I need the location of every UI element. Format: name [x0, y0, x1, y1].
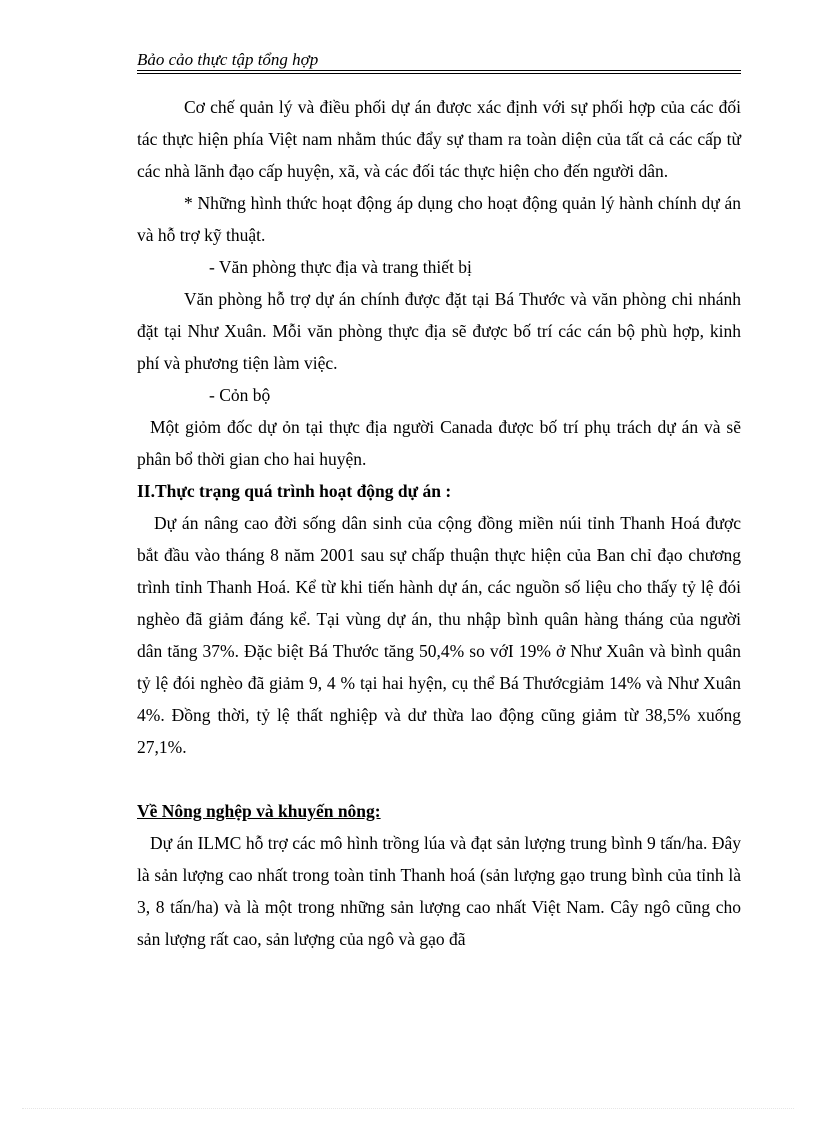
list-item-staff: - Cỏn bộ [209, 385, 271, 405]
header-title: Bảo cảo thực tập tổng hợp [137, 50, 319, 69]
section-heading-status: II.Thực trạng quá trình hoạt động dự án : [137, 481, 452, 501]
paragraph-project-status: Dự án nâng cao đời sống dân sinh của cộng đồng miền núi tỉnh Thanh Hoá được bắt đầu vào tháng 8 năm 2001 sau sự chấp thuận thực hiện của Ban chỉ đạo chương trình tỉnh Thanh Hoá. Kể từ khi tiến hành dự án, các nguồn số liệu cho thấy tỷ lệ đói nghèo đã giảm đáng kể. Tại vùng dự án, thu nhập bình quân hàng tháng của người dân tăng 37%. Đặc biệt Bá Thước tăng 50,4% so vớI 19% ở Như Xuân và bình quân tỷ lệ đói nghèo đã giảm 9, 4 % tại hai hyện, cụ thể Bá Thướcgiảm 14% và Như Xuân 4%. Đồng thời, tỷ lệ thất nghiệp và dư thừa lao động cũng giảm từ 38,5% xuống 27,1%. [137, 513, 741, 757]
paragraph-coordination: Cơ chế quản lý và điều phối dự án được xác định với sự phối hợp của các đối tác thực hiện phía Việt nam nhằm thúc đẩy sự tham ra toàn diện của tất cả các cấp từ các nhà lãnh đạo cấp huyện, xã, và các đối tác thực hiện cho đến người dân. [137, 97, 741, 181]
header-rule-top [137, 70, 741, 71]
paragraph-staff: Một giỏm đốc dự ỏn tại thực địa người Canada được bố trí phụ trách dự án và sẽ phân bổ thời gian cho hai huyện. [137, 417, 741, 469]
header-rule-bottom [137, 73, 741, 74]
paragraph-agriculture: Dự án ILMC hỗ trợ các mô hình trồng lúa và đạt sản lượng trung bình 9 tấn/ha. Đây là sản lượng cao nhất trong toàn tỉnh Thanh hoá (sản lượng gạo trung bình của tỉnh là 3, 8 tấn/ha) và là một trong những sản lượng cao nhất Việt Nam. Cây ngô cũng cho sản lượng rất cao, sản lượng của ngô và gạo đã [137, 833, 741, 949]
document-body [137, 91, 741, 955]
paragraph-activity-forms: * Những hình thức hoạt động áp dụng cho hoạt động quản lý hành chính dự án và hỗ trợ kỹ thuật. [137, 193, 741, 245]
list-item-field-office: - Văn phòng thực địa và trang thiết bị [209, 257, 472, 277]
section-heading-agriculture: Về Nông nghệp và khuyến nông: [137, 801, 381, 821]
spacer [137, 763, 741, 795]
paragraph-field-office: Văn phòng hỗ trợ dự án chính được đặt tại Bá Thước và văn phòng chi nhánh đặt tại Như Xuân. Mỗi văn phòng thực địa sẽ được bố trí các cán bộ phù hợp, kinh phí và phương tiện làm việc. [137, 289, 741, 373]
page-bottom-edge [22, 1108, 794, 1109]
page-header [137, 48, 741, 72]
